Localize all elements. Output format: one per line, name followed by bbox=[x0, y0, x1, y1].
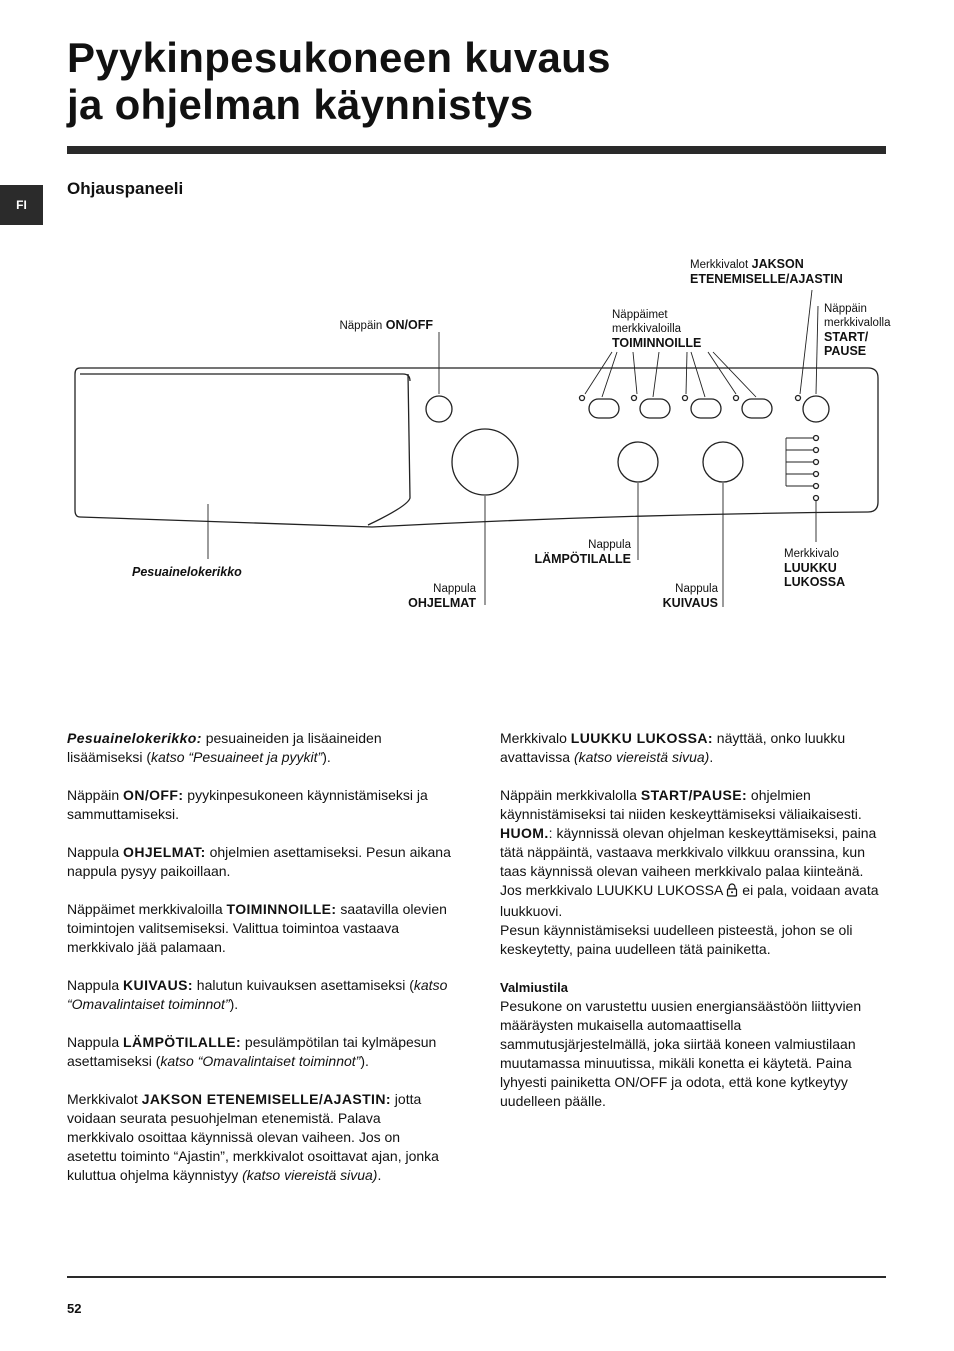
option-led-4 bbox=[734, 396, 739, 401]
control-panel-diagram bbox=[0, 240, 954, 620]
label-detergent-drawer: Pesuainelokerikko bbox=[132, 565, 242, 579]
drying-knob-shape bbox=[703, 442, 743, 482]
option-button-2 bbox=[640, 399, 670, 418]
left-text-column bbox=[67, 729, 451, 1185]
label-startpause: Näppäin merkkivalolla START/ PAUSE bbox=[824, 303, 891, 358]
lock-icon bbox=[726, 883, 738, 902]
para-progress-timer: Merkkivalot JAKSON ETENEMISELLE/AJASTIN: jotta voidaan seurata pesuohjelman etenemistä. Palava merkkivalo osoittaa käynnissä olevan vaiheen. Jos on asetettu toiminto “Ajastin”, merkkivalot osoittavat ajan, jonka kuluttua ohjelma käynnistyy (katso viereistä sivua). bbox=[67, 1091, 439, 1183]
para-functions: Näppäimet merkkivaloilla TOIMINNOILLE: saatavilla olevien toimintojen valitsemiseksi. Valittua toimintoa vastaava merkkivalo jää palamaan. bbox=[67, 901, 447, 955]
option-led-2 bbox=[632, 396, 637, 401]
para-standby: Valmiustila Pesukone on varustettu uusien energiansäästöön liittyvien määräysten mukaisella automaattisella sammutusjärjestelmällä, joka siirtää koneen valmiustilaan muutamassa minuutissa, mikäli konetta ei käytetä. Paina lyhyesti painiketta ON/OFF ja odota, että kone kytkeytyy uudelleen päälle. bbox=[500, 980, 862, 1109]
page-title-line-1: Pyykinpesukoneen kuvaus bbox=[67, 34, 611, 81]
para-onoff: Näppäin ON/OFF: pyykinpesukoneen käynnistämiseksi ja sammuttamiseksi. bbox=[67, 787, 428, 822]
para-detergent-drawer: Pesuainelokerikko: pesuaineiden ja lisäaineiden lisäämiseksi (katso “Pesuaineet ja pyykit”). bbox=[67, 730, 382, 765]
programs-knob-shape bbox=[452, 429, 518, 495]
progress-led-1 bbox=[814, 436, 819, 441]
page-title bbox=[67, 34, 611, 128]
doorlock-led bbox=[814, 496, 819, 501]
para-drying: Nappula KUIVAUS: halutun kuivauksen asettamiseksi (katso “Omavalintaiset toiminnot”). bbox=[67, 977, 448, 1012]
panel-inner-top bbox=[80, 374, 410, 381]
title-underline-bar bbox=[67, 146, 886, 154]
standby-heading: Valmiustila bbox=[500, 980, 568, 995]
progress-led-3 bbox=[814, 460, 819, 465]
para-temperature: Nappula LÄMPÖTILALLE: pesulämpötilan tai kylmäpesun asettamiseksi (katso “Omavalintaiset toiminnot”). bbox=[67, 1034, 437, 1069]
option-button-3 bbox=[691, 399, 721, 418]
right-text-column bbox=[500, 729, 884, 1111]
language-tab: FI bbox=[0, 185, 43, 225]
label-programs-knob: Nappula OHJELMAT bbox=[408, 583, 476, 610]
page-title-line-2: ja ohjelman käynnistys bbox=[67, 81, 534, 128]
option-led-3 bbox=[683, 396, 688, 401]
progress-led-5 bbox=[814, 484, 819, 489]
progress-led-4 bbox=[814, 472, 819, 477]
label-door-lock: Merkkivalo LUUKKU LUKOSSA bbox=[784, 548, 846, 589]
option-led-1 bbox=[580, 396, 585, 401]
section-title: Ohjauspaneeli bbox=[67, 179, 184, 198]
temperature-knob-shape bbox=[618, 442, 658, 482]
para-note: HUOM.: käynnissä olevan ohjelman keskeyttämiseksi, paina tätä näppäintä, vastaava merkkivalo vilkkuu oranssina, kun taas käynnissä olevan vaiheen merkkivalo palaa kiinteänä. Jos merkkivalo LUUKKU LUKOSSA ei pala, voidaan avata luukkuovi. bbox=[500, 825, 879, 919]
footer-rule bbox=[67, 1276, 886, 1278]
para-restart: Pesun käynnistämiseksi uudelleen pisteestä, johon se oli keskeytetty, paina uudelleen tätä painiketta. bbox=[500, 922, 853, 957]
label-functions: Näppäimet merkkivaloilla TOIMINNOILLE bbox=[612, 309, 702, 350]
detergent-drawer-edge bbox=[368, 374, 410, 525]
onoff-button-shape bbox=[426, 396, 452, 422]
label-drying-knob: Nappula KUIVAUS bbox=[662, 583, 718, 610]
page-number: 52 bbox=[67, 1301, 82, 1316]
para-startpause: Näppäin merkkivalolla START/PAUSE: ohjelmien käynnistämiseksi tai niiden keskeyttämiseksi väliaikaisesti. bbox=[500, 787, 862, 822]
option-button-4 bbox=[742, 399, 772, 418]
label-onoff: Näppäin ON/OFF bbox=[339, 318, 433, 332]
option-button-1 bbox=[589, 399, 619, 418]
startpause-button-shape bbox=[803, 396, 829, 422]
progress-led-2 bbox=[814, 448, 819, 453]
panel-outline bbox=[75, 368, 878, 527]
startpause-led bbox=[796, 396, 801, 401]
label-progress-timer: Merkkivalot JAKSON ETENEMISELLE/AJASTIN bbox=[690, 257, 843, 286]
para-programs: Nappula OHJELMAT: ohjelmien asettamiseksi. Pesun aikana nappula pysyy paikoillaan. bbox=[67, 844, 451, 879]
label-temperature-knob: Nappula LÄMPÖTILALLE bbox=[534, 539, 631, 566]
para-door-lock: Merkkivalo LUUKKU LUKOSSA: näyttää, onko luukku avattavissa (katso viereistä sivua). bbox=[500, 730, 846, 765]
